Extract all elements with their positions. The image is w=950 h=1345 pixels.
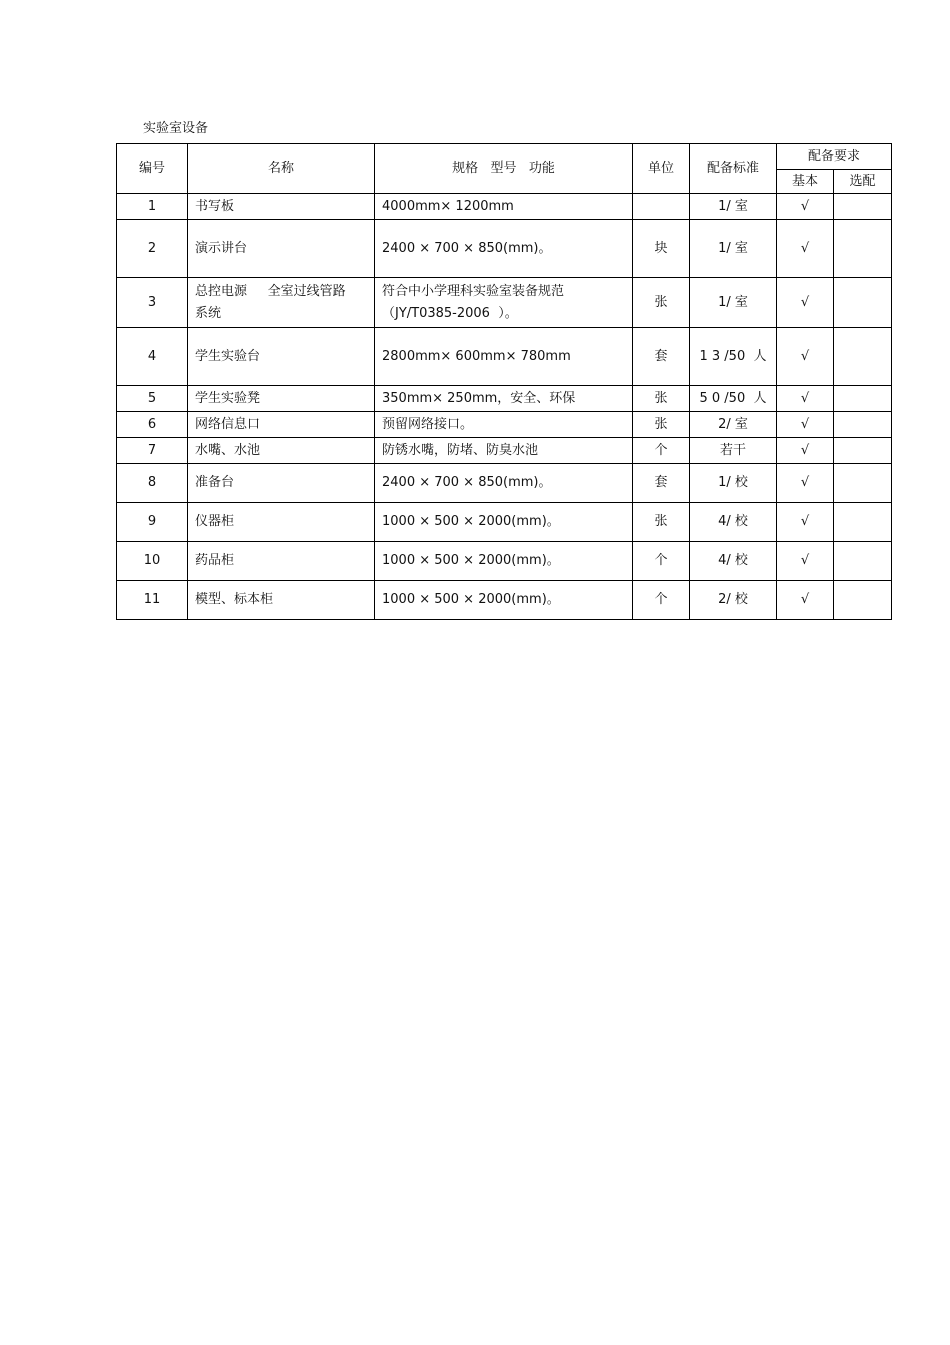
cell-name: 学生实验凳 (188, 386, 375, 412)
cell-spec: 预留网络接口。 (375, 412, 633, 438)
cell-basic: √ (777, 278, 834, 328)
cell-optional (834, 194, 892, 220)
cell-no: 4 (117, 328, 188, 386)
cell-no: 9 (117, 503, 188, 542)
cell-spec: 2800mm× 600mm× 780mm (375, 328, 633, 386)
cell-spec (375, 278, 633, 328)
cell-optional (834, 503, 892, 542)
table-row (117, 386, 892, 412)
table-row (117, 194, 892, 220)
header-standard: 配备标准 (690, 144, 777, 194)
table-row (117, 464, 892, 503)
cell-name: 准备台 (188, 464, 375, 503)
cell-no: 11 (117, 581, 188, 620)
cell-no: 7 (117, 438, 188, 464)
cell-no: 8 (117, 464, 188, 503)
cell-spec: 防锈水嘴，防堵、防臭水池 (375, 438, 633, 464)
cell-name-line: 系统 (195, 305, 222, 321)
header-no: 编号 (117, 144, 188, 194)
cell-standard: 1/ 室 (690, 194, 777, 220)
cell-name (188, 278, 375, 328)
equipment-table (116, 143, 892, 620)
cell-basic: √ (777, 412, 834, 438)
cell-name: 书写板 (188, 194, 375, 220)
table-row (117, 412, 892, 438)
cell-spec: 2400 × 700 × 850(mm)。 (375, 220, 633, 278)
table-row (117, 503, 892, 542)
cell-unit: 张 (633, 386, 690, 412)
cell-name: 演示讲台 (188, 220, 375, 278)
header-name: 名称 (188, 144, 375, 194)
header-spec: 规格 型号 功能 (375, 144, 633, 194)
cell-unit: 张 (633, 278, 690, 328)
cell-unit: 套 (633, 328, 690, 386)
cell-basic: √ (777, 503, 834, 542)
cell-name: 仪器柜 (188, 503, 375, 542)
table-row (117, 542, 892, 581)
cell-basic: √ (777, 328, 834, 386)
cell-unit: 张 (633, 503, 690, 542)
cell-no: 6 (117, 412, 188, 438)
cell-name: 网络信息口 (188, 412, 375, 438)
cell-optional (834, 438, 892, 464)
cell-basic: √ (777, 438, 834, 464)
cell-standard: 5 0 /50 人 (690, 386, 777, 412)
cell-unit: 个 (633, 438, 690, 464)
cell-name: 学生实验台 (188, 328, 375, 386)
cell-unit: 套 (633, 464, 690, 503)
cell-standard: 1/ 室 (690, 220, 777, 278)
cell-optional (834, 386, 892, 412)
cell-optional (834, 581, 892, 620)
cell-optional (834, 412, 892, 438)
cell-optional (834, 220, 892, 278)
cell-standard: 2/ 校 (690, 581, 777, 620)
cell-basic: √ (777, 542, 834, 581)
table-row (117, 328, 892, 386)
cell-spec: 1000 × 500 × 2000(mm)。 (375, 503, 633, 542)
cell-no: 5 (117, 386, 188, 412)
table-row (117, 278, 892, 328)
cell-spec: 350mm× 250mm，安全、环保 (375, 386, 633, 412)
cell-standard: 1/ 校 (690, 464, 777, 503)
cell-spec-line: 符合中小学理科实验室装备规范 (382, 283, 565, 299)
cell-standard: 4/ 校 (690, 503, 777, 542)
cell-standard: 1 3 /50 人 (690, 328, 777, 386)
cell-name: 药品柜 (188, 542, 375, 581)
cell-basic: √ (777, 220, 834, 278)
cell-standard: 若干 (690, 438, 777, 464)
table-row (117, 438, 892, 464)
cell-basic: √ (777, 386, 834, 412)
header-requirement: 配备要求 (777, 144, 892, 170)
cell-standard: 1/ 室 (690, 278, 777, 328)
header-optional: 选配 (834, 170, 892, 194)
cell-standard: 2/ 室 (690, 412, 777, 438)
cell-unit: 个 (633, 581, 690, 620)
document-title: 实验室设备 (143, 121, 209, 136)
cell-unit: 块 (633, 220, 690, 278)
cell-no: 10 (117, 542, 188, 581)
cell-spec: 1000 × 500 × 2000(mm)。 (375, 581, 633, 620)
cell-name-line: 总控电源 全室过线管路 (195, 283, 346, 299)
cell-unit (633, 194, 690, 220)
header-unit: 单位 (633, 144, 690, 194)
cell-spec-line: （JY/T0385-2006 ）。 (382, 305, 518, 321)
cell-optional (834, 328, 892, 386)
cell-basic: √ (777, 464, 834, 503)
cell-unit: 个 (633, 542, 690, 581)
cell-name: 模型、标本柜 (188, 581, 375, 620)
cell-no: 1 (117, 194, 188, 220)
cell-spec: 1000 × 500 × 2000(mm)。 (375, 542, 633, 581)
cell-optional (834, 542, 892, 581)
cell-name: 水嘴、水池 (188, 438, 375, 464)
cell-no: 3 (117, 278, 188, 328)
cell-spec: 2400 × 700 × 850(mm)。 (375, 464, 633, 503)
cell-unit: 张 (633, 412, 690, 438)
cell-standard: 4/ 校 (690, 542, 777, 581)
header-basic: 基本 (777, 170, 834, 194)
cell-basic: √ (777, 194, 834, 220)
cell-optional (834, 278, 892, 328)
table-row (117, 581, 892, 620)
cell-basic: √ (777, 581, 834, 620)
cell-optional (834, 464, 892, 503)
table-row (117, 220, 892, 278)
cell-spec: 4000mm× 1200mm (375, 194, 633, 220)
cell-no: 2 (117, 220, 188, 278)
